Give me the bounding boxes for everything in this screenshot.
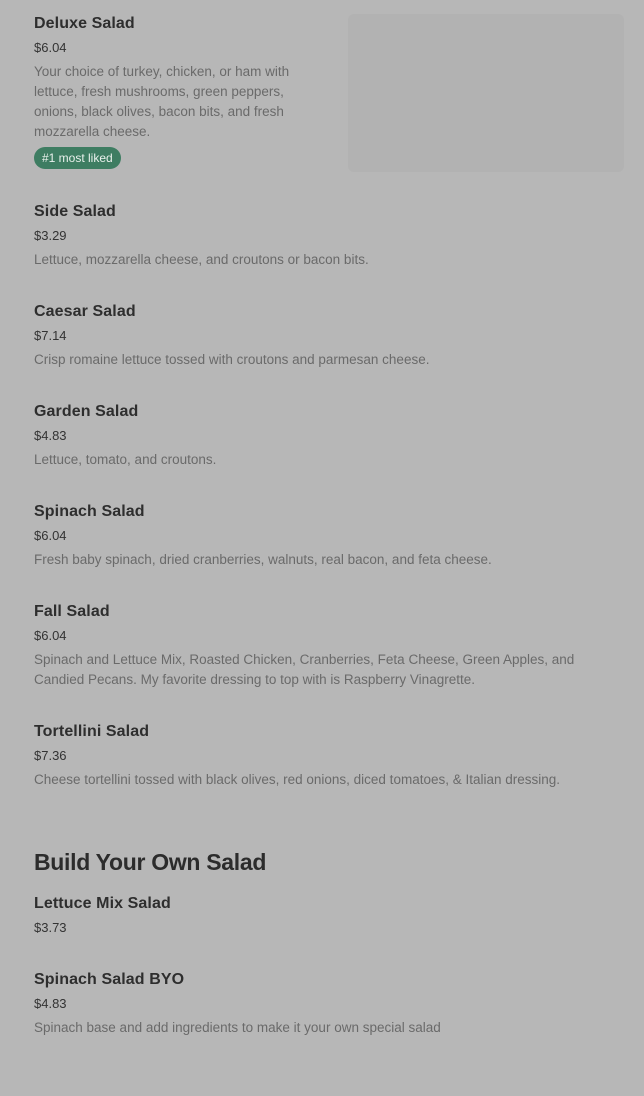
menu-item-spinach-salad-byo[interactable] [34,970,614,1038]
item-name: Spinach Salad BYO [34,971,185,988]
item-description: Fresh baby spinach, dried cranberries, walnuts, real bacon, and feta cheese. [34,552,492,567]
item-name: Spinach Salad [34,503,145,520]
item-price: $4.83 [34,996,67,1011]
item-price: $7.36 [34,748,67,763]
item-name: Fall Salad [34,603,110,620]
menu-item-tortellini-salad[interactable] [34,722,614,790]
item-price: $6.04 [34,628,67,643]
item-name: Side Salad [34,203,116,220]
item-name: Garden Salad [34,403,139,420]
item-name: Lettuce Mix Salad [34,895,171,912]
item-price: $3.29 [34,228,67,243]
menu-item-deluxe-salad[interactable] [34,14,324,169]
menu-item-garden-salad[interactable] [34,402,614,470]
item-image-placeholder[interactable] [348,14,624,172]
menu-item-caesar-salad[interactable] [34,302,614,370]
menu-item-fall-salad[interactable] [34,602,614,690]
item-description: Crisp romaine lettuce tossed with croutons and parmesan cheese. [34,352,430,367]
most-liked-badge: #1 most liked [34,147,121,169]
item-description: Lettuce, tomato, and croutons. [34,452,217,467]
item-price: $3.73 [34,920,67,935]
item-name: Caesar Salad [34,303,136,320]
item-name: Tortellini Salad [34,723,150,740]
item-description: Your choice of turkey, chicken, or ham with lettuce, fresh mushrooms, green peppers, onions, black olives, bacon bits, and fresh mozzarella cheese. [34,64,290,139]
item-price: $7.14 [34,328,67,343]
section-title: Build Your Own Salad [34,849,267,875]
item-description: Spinach base and add ingredients to make it your own special salad [34,1020,441,1035]
menu-item-side-salad[interactable] [34,202,614,270]
item-description: Lettuce, mozzarella cheese, and croutons or bacon bits. [34,252,369,267]
item-price: $4.83 [34,428,67,443]
item-description: Spinach and Lettuce Mix, Roasted Chicken, Cranberries, Feta Cheese, Green Apples, and Candied Pecans. My favorite dressing to top with is Raspberry Vinagrette. [34,652,575,687]
menu-item-lettuce-mix-salad[interactable] [34,894,614,937]
item-description: Cheese tortellini tossed with black olives, red onions, diced tomatoes, & Italian dressing. [34,772,561,787]
item-name: Deluxe Salad [34,15,135,32]
item-price: $6.04 [34,40,67,55]
menu-item-spinach-salad[interactable] [34,502,614,570]
item-price: $6.04 [34,528,67,543]
